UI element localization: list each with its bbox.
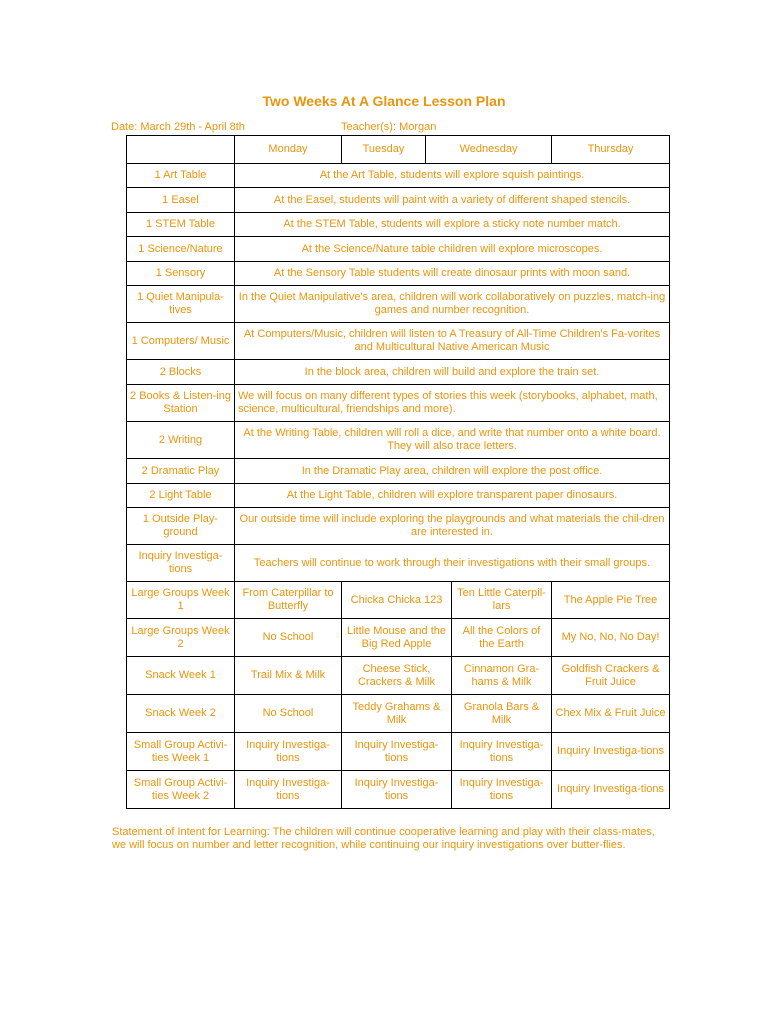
tuesday-cell: Little Mouse and the Big Red Apple [342, 619, 452, 657]
monday-cell: No School [235, 695, 342, 733]
row-activity: We will focus on many different types of stories this week (storybooks, alphabet, math, science, multicultural, friendships and more). [235, 385, 670, 422]
row-label: Small Group Activi-ties Week 2 [127, 771, 235, 809]
row-label: 1 Computers/ Music [127, 323, 235, 360]
thursday-cell: Chex Mix & Fruit Juice [552, 695, 670, 733]
row-label: 1 Science/Nature [127, 237, 235, 262]
row-label: 2 Writing [127, 422, 235, 459]
table-row [127, 545, 670, 582]
tuesday-cell: Inquiry Investiga-tions [342, 733, 452, 771]
header-row [127, 136, 670, 164]
wednesday-cell: Granola Bars & Milk [452, 695, 552, 733]
table-row [127, 360, 670, 385]
table-row [127, 188, 670, 213]
row-label: Snack Week 1 [127, 657, 235, 695]
wednesday-cell: All the Colors of the Earth [452, 619, 552, 657]
monday-cell: No School [235, 619, 342, 657]
row-label: Large Groups Week 1 [127, 582, 235, 619]
table-row [127, 213, 670, 237]
row-label: 1 Quiet Manipula-tives [127, 286, 235, 323]
table-row [127, 262, 670, 286]
date-range: Date: March 29th - April 8th [111, 121, 245, 133]
thursday-cell: My No, No, No Day! [552, 619, 670, 657]
table-row [127, 323, 670, 360]
row-label: 2 Dramatic Play [127, 459, 235, 484]
row-activity: At the Light Table, children will explore transparent paper dinosaurs. [235, 484, 670, 508]
monday-cell: Inquiry Investiga-tions [235, 771, 342, 809]
row-label: 2 Books & Listen-ing Station [127, 385, 235, 422]
table-row [127, 237, 670, 262]
statement-of-intent: Statement of Intent for Learning: The children will continue cooperative learning and play with their class-mates, we will focus on number and letter recognition, while continuing our inquiry investigations over butter-flies. [112, 826, 655, 851]
table-row [127, 422, 670, 459]
wednesday-cell: Cinnamon Gra-hams & Milk [452, 657, 552, 695]
row-label: 1 Outside Play-ground [127, 508, 235, 545]
table-row [127, 385, 670, 422]
table-row [127, 695, 670, 733]
thursday-cell: The Apple Pie Tree [552, 582, 670, 619]
row-activity: Our outside time will include exploring the playgrounds and what materials the chil-dren are interested in. [235, 508, 670, 545]
row-activity: At the STEM Table, students will explore a sticky note number match. [235, 213, 670, 237]
lesson-plan-table [126, 135, 670, 809]
row-label: 2 Blocks [127, 360, 235, 385]
header-wednesday: Wednesday [426, 136, 552, 164]
thursday-cell: Inquiry Investiga-tions [552, 771, 670, 809]
corner-cell [127, 136, 235, 164]
tuesday-cell: Cheese Stick, Crackers & Milk [342, 657, 452, 695]
teacher-name: Teacher(s): Morgan [341, 121, 437, 133]
row-label: 1 Easel [127, 188, 235, 213]
row-label: 2 Light Table [127, 484, 235, 508]
row-label: 1 Sensory [127, 262, 235, 286]
row-activity: In the Quiet Manipulative's area, children will work collaboratively on puzzles, match-ing games and number recognition. [235, 286, 670, 323]
table-row [127, 619, 670, 657]
wednesday-cell: Ten Little Caterpil-lars [452, 582, 552, 619]
table-row [127, 508, 670, 545]
table-row [127, 771, 670, 809]
row-activity: At Computers/Music, children will listen to A Treasury of All-Time Children's Fa-vorites and Multicultural Native American Music [235, 323, 670, 360]
monday-cell: Inquiry Investiga-tions [235, 733, 342, 771]
row-activity: At the Sensory Table students will create dinosaur prints with moon sand. [235, 262, 670, 286]
row-label: Large Groups Week 2 [127, 619, 235, 657]
header-thursday: Thursday [552, 136, 670, 164]
tuesday-cell: Chicka Chicka 123 [342, 582, 452, 619]
row-label: Snack Week 2 [127, 695, 235, 733]
tuesday-cell: Teddy Grahams & Milk [342, 695, 452, 733]
thursday-cell: Goldfish Crackers & Fruit Juice [552, 657, 670, 695]
row-activity: At the Writing Table, children will roll a dice, and write that number onto a white board. They will also trace letters. [235, 422, 670, 459]
monday-cell: Trail Mix & Milk [235, 657, 342, 695]
table-row [127, 582, 670, 619]
row-activity: Teachers will continue to work through their investigations with their small groups. [235, 545, 670, 582]
wednesday-cell: Inquiry Investiga-tions [452, 733, 552, 771]
row-activity: At the Art Table, students will explore squish paintings. [235, 164, 670, 188]
table-row [127, 286, 670, 323]
wednesday-cell: Inquiry Investiga-tions [452, 771, 552, 809]
table-row [127, 657, 670, 695]
header-monday: Monday [235, 136, 342, 164]
document-title: Two Weeks At A Glance Lesson Plan [262, 93, 506, 109]
thursday-cell: Inquiry Investiga-tions [552, 733, 670, 771]
table-row [127, 484, 670, 508]
table-row [127, 164, 670, 188]
table-row [127, 459, 670, 484]
row-label: 1 Art Table [127, 164, 235, 188]
row-activity: In the Dramatic Play area, children will explore the post office. [235, 459, 670, 484]
header-tuesday: Tuesday [342, 136, 426, 164]
row-activity: At the Easel, students will paint with a variety of different shaped stencils. [235, 188, 670, 213]
row-activity: In the block area, children will build and explore the train set. [235, 360, 670, 385]
table-row [127, 733, 670, 771]
row-label: Inquiry Investiga-tions [127, 545, 235, 582]
monday-cell: From Caterpillar to Butterfly [235, 582, 342, 619]
tuesday-cell: Inquiry Investiga-tions [342, 771, 452, 809]
row-activity: At the Science/Nature table children will explore microscopes. [235, 237, 670, 262]
row-label: Small Group Activi-ties Week 1 [127, 733, 235, 771]
row-label: 1 STEM Table [127, 213, 235, 237]
